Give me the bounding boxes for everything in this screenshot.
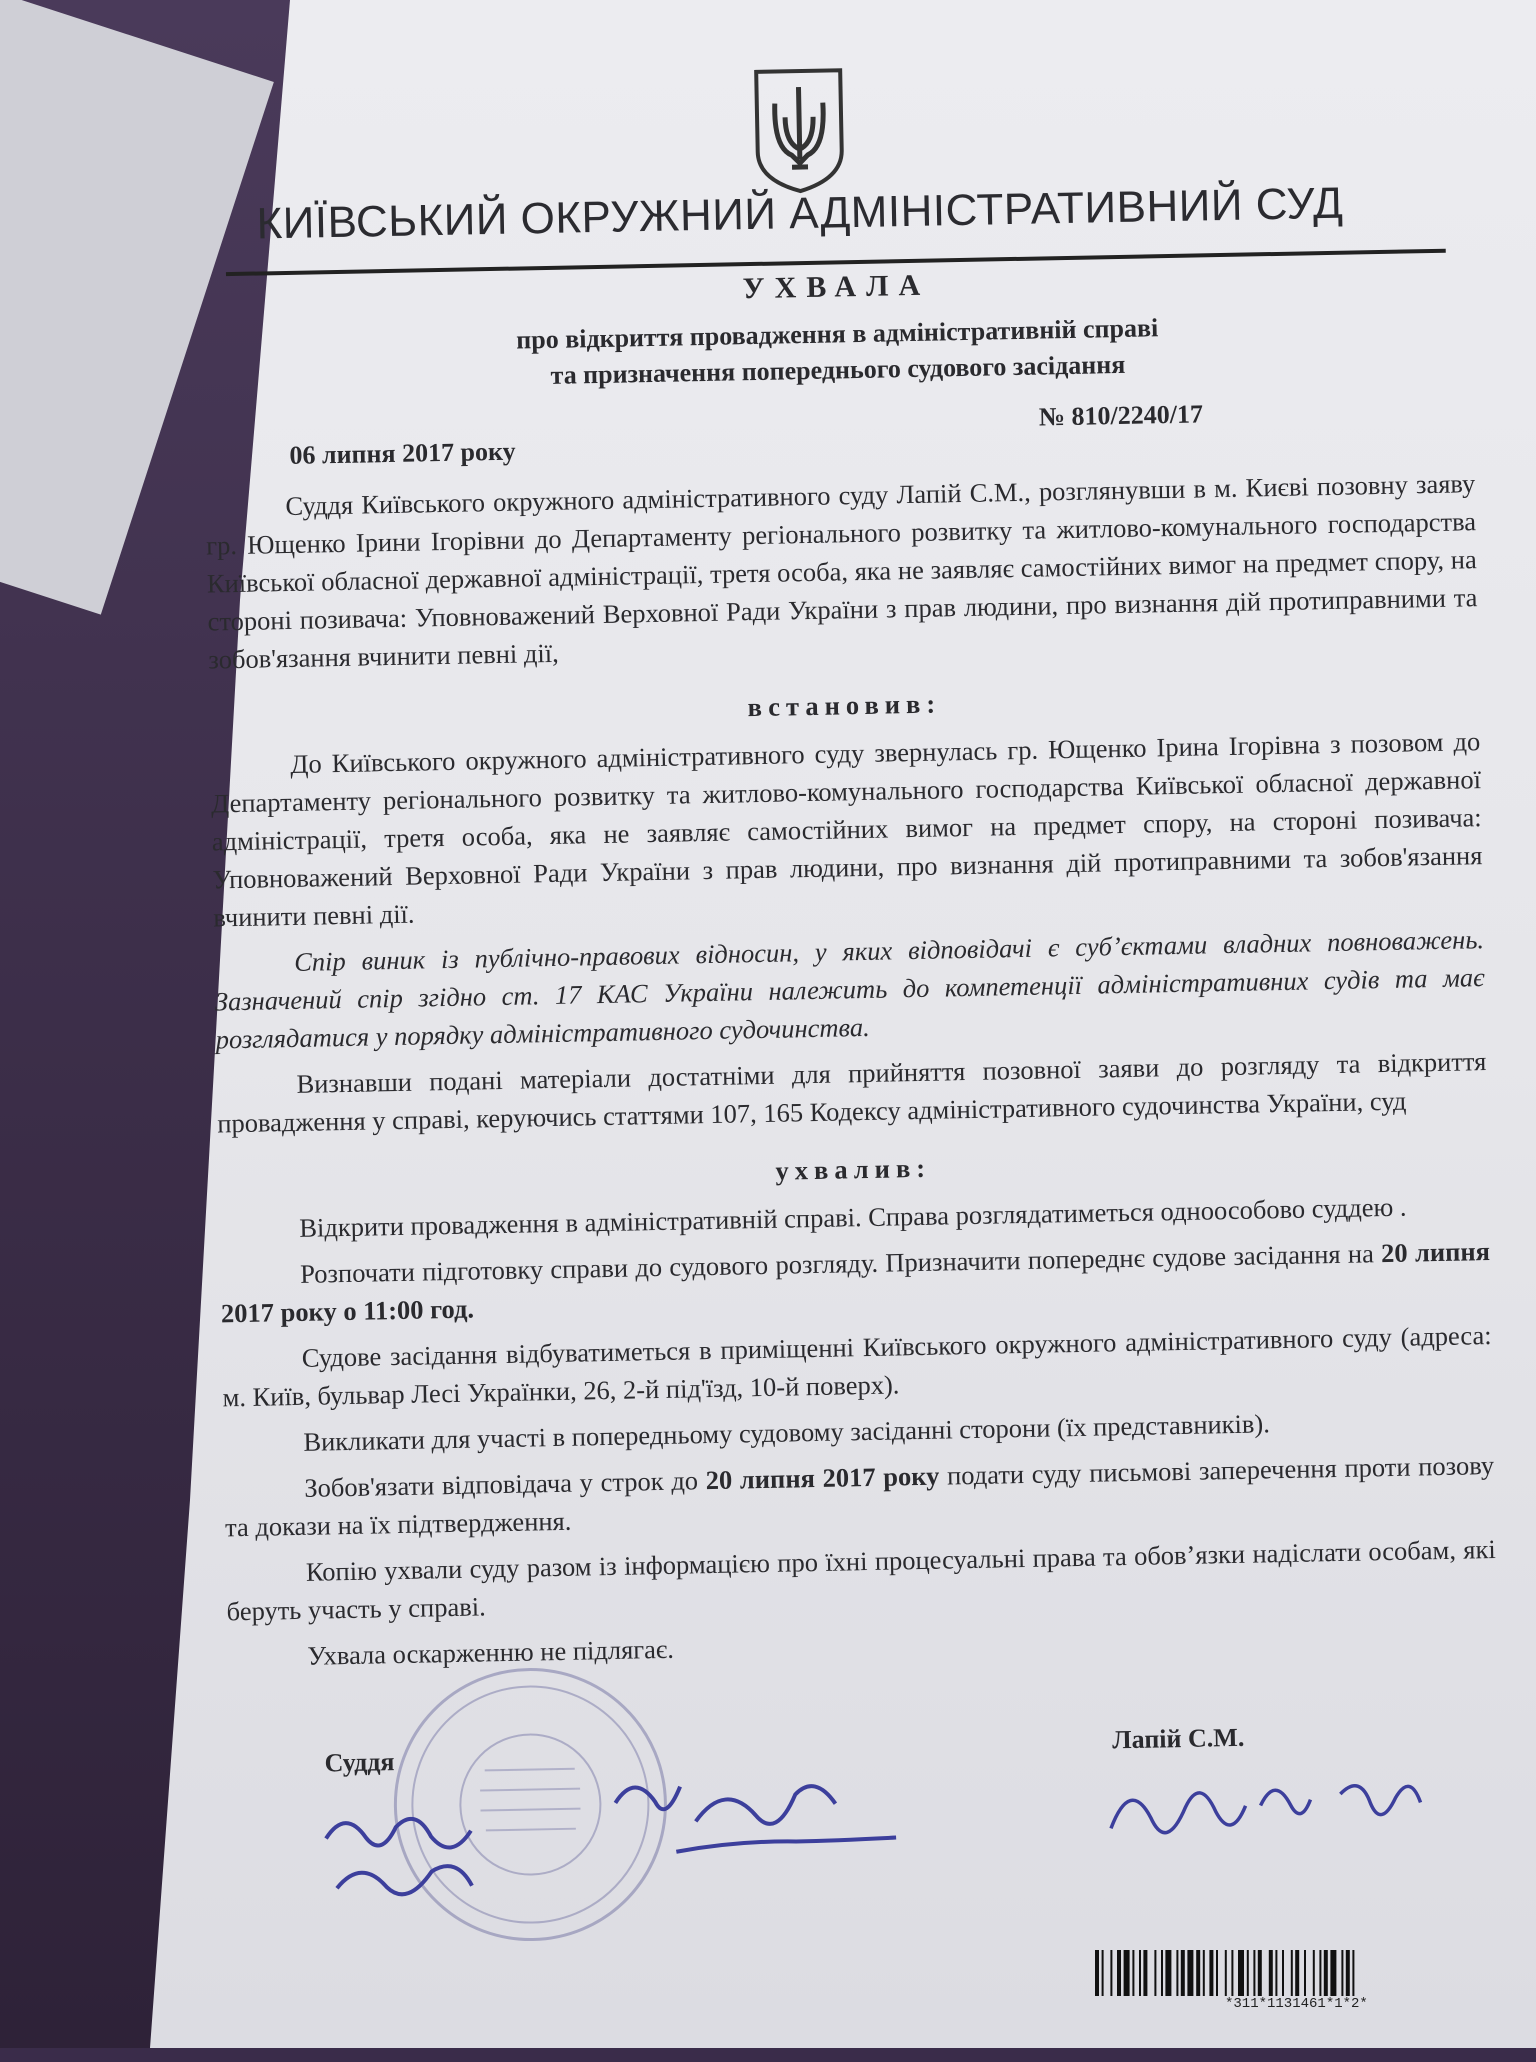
barcode-bar [1203, 1950, 1205, 1996]
ruled-paragraph-7: Ухвала оскарженню не підлягає. [307, 1633, 675, 1671]
barcode-bar [1275, 1950, 1277, 1996]
established-paragraph-1: До Київського окружного адміністративного суду звернулась гр. Ющенко Ірина Ігорівна з позовом до Департаменту регіонального розвитку та житлово-комунального господарства Київської обласної державної адміністрації, третя особа, яка не заявляє самостійних вимог на предмет спору, на стороні позивача: Уповноважений Верховної Ради України з прав людини, про визнання дій протиправними та зобов'язання вчинити певні дії. [210, 726, 1483, 933]
barcode-bar [1143, 1950, 1147, 1996]
document-type: УХВАЛА [742, 268, 931, 306]
barcode-bar [1102, 1950, 1104, 1996]
barcode-bar [1231, 1950, 1233, 1996]
barcode-bar [1352, 1950, 1354, 1996]
established-paragraph-2: Спір виник із публічно-правових відносин, у яких відповідачі є суб’єктами владних повноважень. Зазначений спір згідно ст. 17 КАС України належить до компетенції адміністративних судів та має розглядатися у порядку адміністративного судочинства. [214, 924, 1485, 1055]
barcode-bar [1187, 1950, 1193, 1996]
judge-signature [1100, 1762, 1432, 1858]
ruled-paragraph-2 [220, 1232, 1491, 1332]
court-name: КИЇВСЬКИЙ ОКРУЖНИЙ АДМІНІСТРАТИВНИЙ СУД [256, 178, 1344, 249]
established-paragraph-3: Визнавши подані матеріали достатніми для прийняття позовної заяви до розгляду та відкриття провадження у справі, керуючись статтями 107, 165 Кодексу адміністративного судочинства України, суд [216, 1046, 1487, 1139]
barcode-bar [1095, 1950, 1099, 1996]
judge-label: Суддя [324, 1747, 395, 1778]
barcode-bar [1295, 1950, 1299, 1996]
barcode-bar [1117, 1950, 1121, 1996]
barcode-bar [1209, 1950, 1213, 1996]
barcode-bar [1110, 1950, 1112, 1996]
barcode-bar [1124, 1950, 1130, 1996]
hearing-datetime: 20 липня 2017 року о 11:00 год. [220, 1236, 1491, 1329]
barcode-bar [1165, 1950, 1171, 1996]
barcode-bar [1330, 1950, 1336, 1996]
barcode-bar [1258, 1950, 1262, 1996]
barcode-bar [1196, 1950, 1200, 1996]
barcode-bar [1341, 1950, 1343, 1996]
subtitle-line-2: та призначення попереднього судового засідання [550, 349, 1126, 390]
intro-paragraph: Суддя Київського окружного адміністративного суду Лапій С.М., розглянувши в м. Києві позовну заяву гр. Ющенко Ірини Ігорівни до Департаменту регіонального розвитку та житлово-комунального господарства Київської обласної державної адміністрації, третя особа, яка не заявляє самостійних вимог на предмет спору, на стороні позивача: Уповноважений Верховної Ради України з прав людини, про визнання дій протиправними та зобов'язання вчинити певні дії, [205, 468, 1478, 675]
barcode-bar [1139, 1950, 1141, 1996]
barcode-bar [1319, 1950, 1321, 1996]
barcode-number: *311*1131461*1*2* [1225, 1996, 1368, 2012]
document-subtitle [227, 305, 1448, 400]
handwritten-certification [315, 1757, 918, 1928]
barcode-bar [1313, 1950, 1315, 1996]
ruled-paragraph-6: Копію ухвали суду разом із інформацією про їхні процесуальні права та обов’язки надіслати особам, які беруть участь у справі. [226, 1533, 1496, 1627]
barcode-bar [1238, 1950, 1244, 1996]
barcode-bar [1216, 1950, 1218, 1996]
barcode-bar [1176, 1950, 1178, 1996]
ruled-paragraph-4: Викликати для участі в попередньому судовому засіданні сторони (їх представників). [303, 1408, 1271, 1457]
barcode-bar [1225, 1950, 1227, 1996]
barcode-bar [1282, 1950, 1284, 1996]
barcode-bar [1324, 1950, 1328, 1996]
barcode-bar [1253, 1950, 1255, 1996]
barcode-bar [1291, 1950, 1293, 1996]
case-number: № 810/2240/17 [1038, 399, 1204, 432]
document-date: 06 липня 2017 року [289, 436, 516, 470]
ruled-paragraph-5 [224, 1446, 1495, 1546]
barcode-bar [1154, 1950, 1156, 1996]
trident-emblem-icon [750, 66, 848, 196]
ruled-paragraph-2-text: Розпочати підготовку справи до судового розгляду. Призначити попереднє судове засідання на [299, 1238, 1382, 1289]
barcode-bar [1269, 1950, 1273, 1996]
document-body [205, 464, 1498, 1684]
barcode-bar [1161, 1950, 1163, 1996]
heading-ruled: ухвалив: [775, 1152, 932, 1186]
barcode-bar [1181, 1950, 1185, 1996]
deadline-date: 20 липня 2017 року [705, 1460, 940, 1496]
barcode-bar [1304, 1950, 1306, 1996]
ruled-paragraph-3: Судове засідання відбуватиметься в приміщенні Київського окружного адміністративного суду (адреса: м. Київ, бульвар Лесі Українки, 26, 2-й під'їзд, 10-й поверх). [222, 1320, 1492, 1413]
barcode-bar [1132, 1950, 1134, 1996]
barcode [1095, 1950, 1515, 1996]
barcode-bar [1247, 1950, 1249, 1996]
subtitle-line-1: про відкриття провадження в адміністративній справі [515, 313, 1159, 355]
barcode-bar [1346, 1950, 1350, 1996]
heading-established: встановив: [747, 688, 942, 723]
ruled-paragraph-5-text-c: подати суду письмові заперечення проти позову та докази на їх підтвердження. [224, 1449, 1495, 1543]
judge-name: Лапій С.М. [1111, 1722, 1245, 1755]
ruled-paragraph-1: Відкрити провадження в адміністративній справі. Справа розглядатиметься одноособово суддею . [299, 1191, 1407, 1243]
ruled-paragraph-5-text-a: Зобов'язати відповідача у строк до [303, 1465, 706, 1503]
